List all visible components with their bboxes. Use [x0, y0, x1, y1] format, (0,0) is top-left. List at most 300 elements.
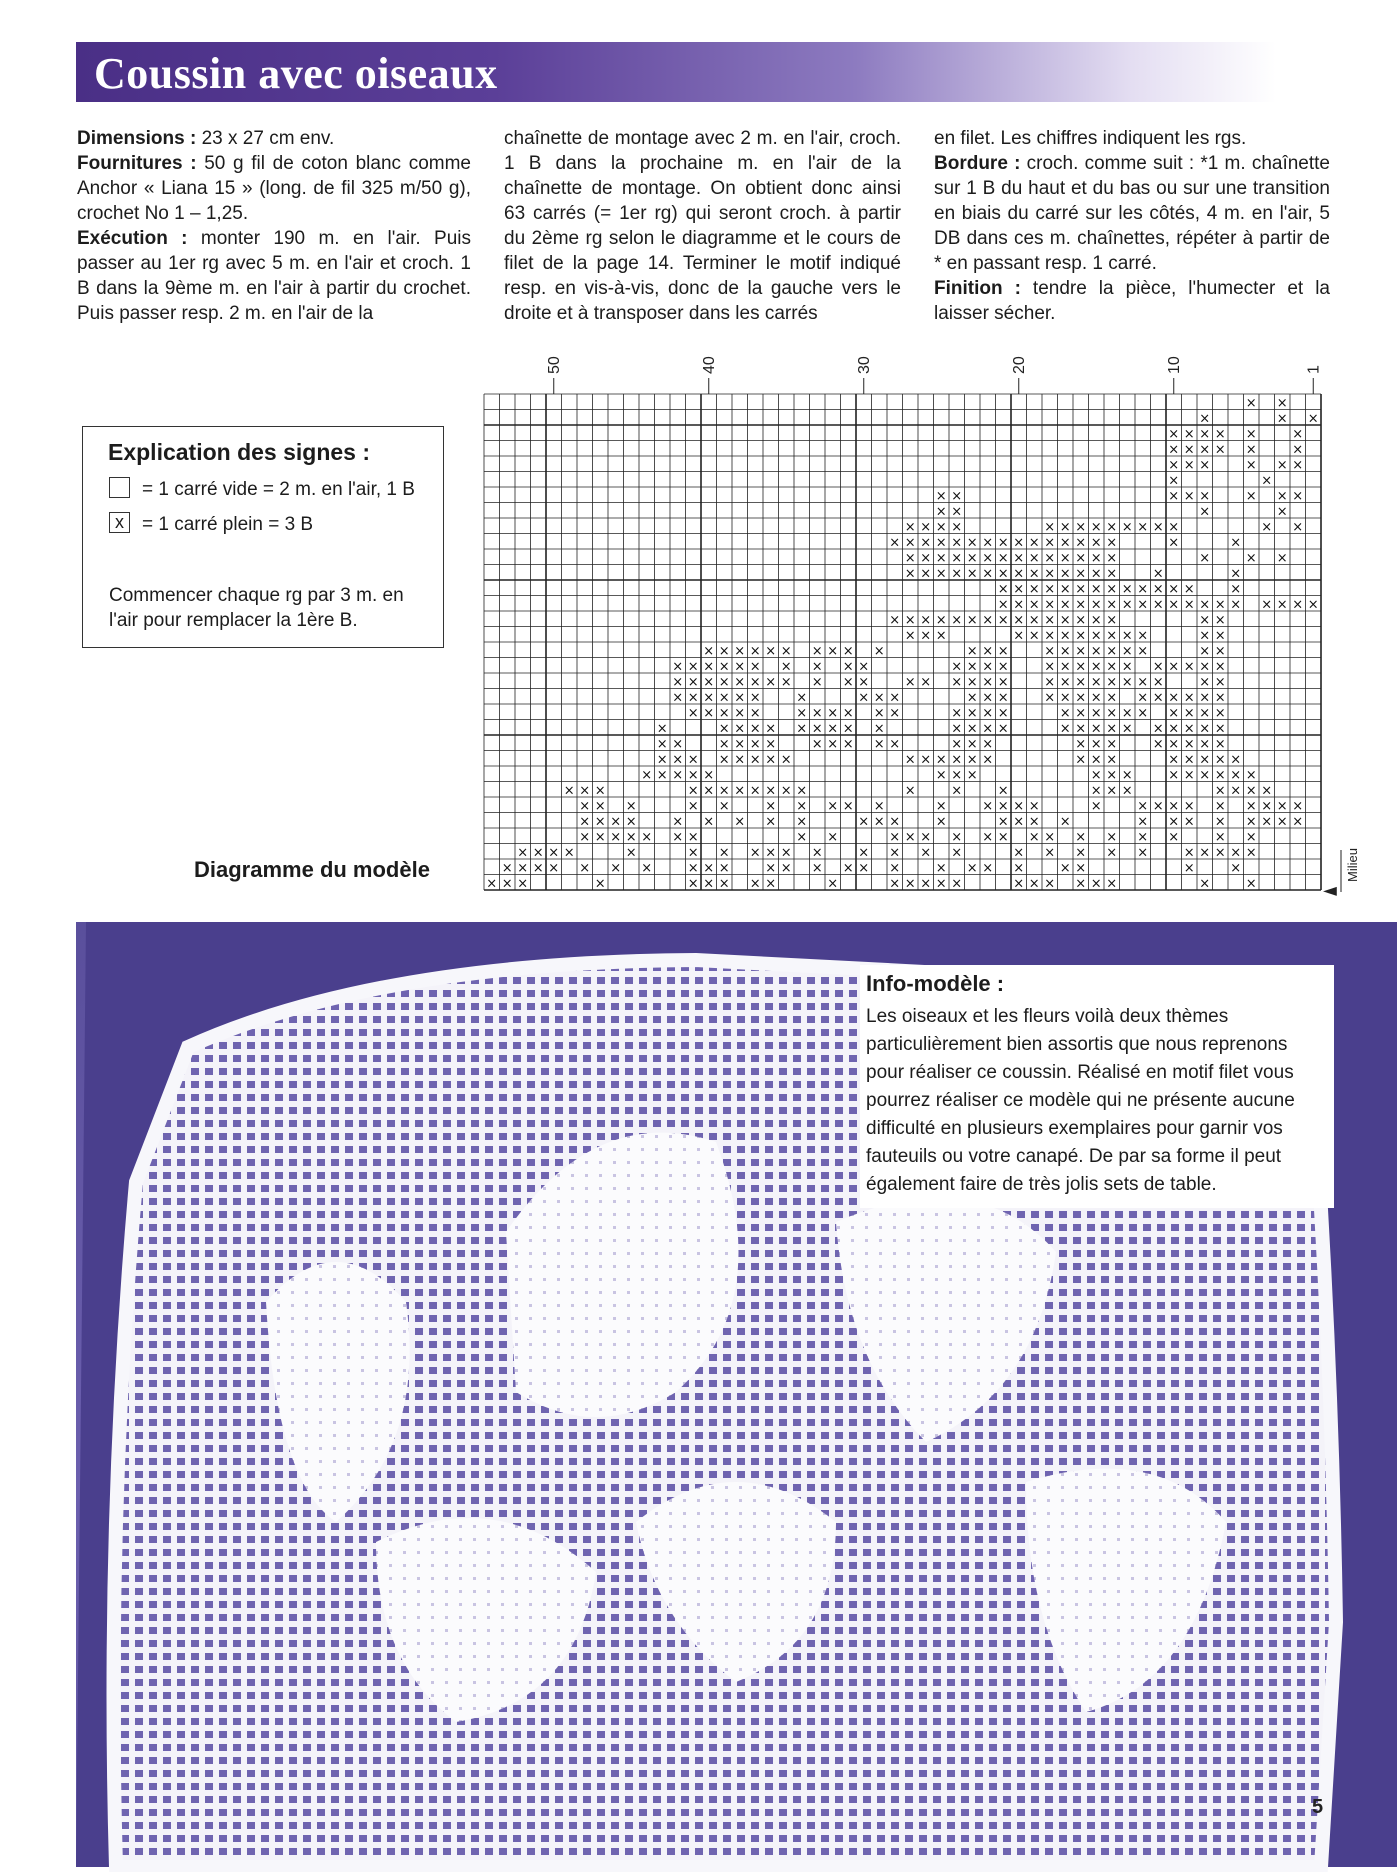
filled-cell-mark: × [1276, 597, 1288, 613]
filled-cell-mark: × [1059, 674, 1071, 690]
column-tick-label: 40 [700, 356, 718, 374]
filled-cell-mark: × [1214, 767, 1226, 783]
filled-cell-mark: × [1261, 597, 1273, 613]
filled-cell-mark: × [920, 876, 932, 892]
instruction-text: en filet. Les chiffres indiquent les rgs. [934, 128, 1247, 149]
filled-cell-mark: × [1152, 581, 1164, 597]
filled-cell-mark: × [997, 550, 1009, 566]
filled-cell-mark: × [827, 736, 839, 752]
filled-cell-mark: × [904, 628, 916, 644]
filled-cell-mark: × [656, 721, 668, 737]
filled-cell-mark: × [1276, 395, 1288, 411]
filled-cell-mark: × [1214, 674, 1226, 690]
filled-cell-mark: × [1106, 612, 1118, 628]
filled-cell-mark: × [532, 845, 544, 861]
filled-cell-mark: × [1106, 690, 1118, 706]
filled-cell-mark: × [1121, 659, 1133, 675]
filled-cell-mark: × [1152, 597, 1164, 613]
filled-cell-mark: × [1276, 814, 1288, 830]
instruction-paragraph [934, 276, 1330, 326]
filled-cell-mark: × [1137, 814, 1149, 830]
filled-cell-mark: × [1106, 705, 1118, 721]
filled-cell-mark: × [1230, 581, 1242, 597]
filled-cell-mark: × [501, 876, 513, 892]
filled-cell-mark: × [1214, 752, 1226, 768]
filled-cell-mark: × [1044, 519, 1056, 535]
filled-cell-mark: × [1168, 659, 1180, 675]
filled-cell-mark: × [1183, 597, 1195, 613]
column-tick-label: 10 [1165, 356, 1183, 374]
filled-cell-mark: × [734, 674, 746, 690]
filled-cell-mark: × [904, 752, 916, 768]
filled-cell-mark: × [1292, 426, 1304, 442]
instruction-text: croch. comme suit : *1 m. chaînette sur 1 B du haut et du bas ou sur une transition en biais du carré sur les côtés, 4 m. en l'air, 5 DB dans ces m. chaînettes, répéter à partir de * en passant resp. 1 carré. [934, 153, 1330, 274]
filled-cell-mark: × [749, 736, 761, 752]
filled-cell-mark: × [997, 597, 1009, 613]
filled-cell-mark: × [1292, 488, 1304, 504]
filled-cell-mark: × [734, 783, 746, 799]
filled-cell-mark: × [687, 752, 699, 768]
filled-cell-mark: × [889, 535, 901, 551]
filled-cell-mark: × [842, 659, 854, 675]
filled-cell-mark: × [749, 845, 761, 861]
filled-cell-mark: × [1106, 767, 1118, 783]
filled-cell-mark: × [1230, 860, 1242, 876]
filled-cell-mark: × [1230, 845, 1242, 861]
filled-cell-mark: × [935, 876, 947, 892]
filled-cell-mark: × [1044, 845, 1056, 861]
filled-cell-mark: × [920, 550, 932, 566]
filled-cell-mark: × [1090, 581, 1102, 597]
filled-cell-mark: × [997, 829, 1009, 845]
filled-cell-mark: × [1121, 643, 1133, 659]
filled-cell-mark: × [982, 860, 994, 876]
filled-cell-mark: × [1028, 581, 1040, 597]
filled-cell-mark: × [1276, 504, 1288, 520]
filled-cell-mark: × [703, 643, 715, 659]
filled-cell-mark: × [1059, 566, 1071, 582]
filled-cell-mark: × [951, 519, 963, 535]
filled-cell-mark: × [1276, 550, 1288, 566]
filled-cell-mark: × [1245, 798, 1257, 814]
title-banner [76, 42, 1276, 102]
filled-cell-mark: × [1059, 705, 1071, 721]
filled-cell-mark: × [749, 674, 761, 690]
filled-cell-mark: × [672, 674, 684, 690]
filled-cell-mark: × [1245, 488, 1257, 504]
filled-cell-mark: × [1075, 752, 1087, 768]
filled-cell-mark: × [1214, 628, 1226, 644]
filled-cell-mark: × [749, 659, 761, 675]
filled-cell-mark: × [997, 535, 1009, 551]
filled-cell-mark: × [1183, 581, 1195, 597]
filled-cell-mark: × [718, 705, 730, 721]
filled-cell-mark: × [1090, 690, 1102, 706]
instruction-paragraph [934, 126, 1330, 151]
filled-cell-mark: × [1090, 674, 1102, 690]
filled-cell-mark: × [1214, 597, 1226, 613]
filled-cell-mark: × [1261, 783, 1273, 799]
filled-cell-mark: × [873, 705, 885, 721]
filled-cell-mark: × [1183, 659, 1195, 675]
legend-empty-text: = 1 carré vide = 2 m. en l'air, 1 B [142, 479, 415, 500]
filled-cell-mark: × [1059, 659, 1071, 675]
filled-cell-mark: × [873, 721, 885, 737]
filled-cell-mark: × [904, 783, 916, 799]
filled-cell-mark: × [780, 783, 792, 799]
filled-cell-mark: × [951, 566, 963, 582]
filled-cell-mark: × [1199, 442, 1211, 458]
filled-cell-mark: × [1137, 581, 1149, 597]
filled-cell-mark: × [1199, 550, 1211, 566]
filled-cell-mark: × [1044, 674, 1056, 690]
filled-cell-mark: × [1168, 473, 1180, 489]
page-title: Coussin avec oiseaux [94, 49, 498, 98]
filled-cell-mark: × [982, 659, 994, 675]
filled-cell-mark: × [796, 721, 808, 737]
filled-cell-mark: × [1183, 767, 1195, 783]
filled-cell-mark: × [1230, 566, 1242, 582]
filled-cell-mark: × [703, 767, 715, 783]
filled-cell-mark: × [517, 845, 529, 861]
filled-cell-mark: × [997, 674, 1009, 690]
filled-cell-mark: × [997, 612, 1009, 628]
filled-cell-mark: × [1121, 767, 1133, 783]
filled-cell-mark: × [1152, 566, 1164, 582]
filled-cell-mark: × [563, 783, 575, 799]
filled-cell-mark: × [1245, 845, 1257, 861]
filled-cell-mark: × [1090, 783, 1102, 799]
filled-cell-mark: × [734, 643, 746, 659]
filled-cell-mark: × [1183, 457, 1195, 473]
filled-cell-mark: × [1090, 767, 1102, 783]
filled-cell-mark: × [734, 721, 746, 737]
filled-cell-mark: × [1106, 736, 1118, 752]
filled-cell-mark: × [966, 860, 978, 876]
filled-cell-mark: × [1168, 705, 1180, 721]
filled-cell-mark: × [982, 690, 994, 706]
filled-cell-mark: × [935, 628, 947, 644]
filled-cell-mark: × [1090, 798, 1102, 814]
filled-cell-mark: × [672, 659, 684, 675]
info-box [860, 965, 1334, 1208]
filled-cell-mark: × [765, 798, 777, 814]
filled-cell-mark: × [1152, 736, 1164, 752]
filled-cell-mark: × [858, 814, 870, 830]
filled-cell-mark: × [966, 752, 978, 768]
legend-note: Commencer chaque rg par 3 m. en l'air pour remplacer la 1ère B. [109, 585, 404, 631]
filled-cell-mark: × [1106, 550, 1118, 566]
filled-cell-mark: × [1245, 457, 1257, 473]
filled-cell-mark: × [610, 860, 622, 876]
filled-cell-mark: × [765, 783, 777, 799]
filled-cell-mark: × [951, 612, 963, 628]
filled-cell-mark: × [703, 674, 715, 690]
filled-cell-mark: × [1152, 674, 1164, 690]
filled-cell-mark: × [687, 659, 699, 675]
filled-cell-mark: × [1044, 566, 1056, 582]
column-tick-label: 30 [855, 356, 873, 374]
filled-cell-mark: × [1168, 535, 1180, 551]
filled-cell-mark: × [1137, 690, 1149, 706]
filled-cell-mark: × [920, 674, 932, 690]
filled-cell-mark: × [966, 690, 978, 706]
filled-cell-mark: × [1121, 581, 1133, 597]
info-text: Les oiseaux et les fleurs voilà deux thèmes particulièrement bien assortis que nous reprenons pour réaliser ce coussin. Réalisé en motif filet vous pourrez réaliser ce modèle qui ne présente aucune difficulté en plusieurs exemplaires pour garnir vos fauteuils ou votre canapé. De par sa forme il peut également faire de très jolis sets de table. [866, 1006, 1295, 1195]
filled-cell-mark: × [889, 814, 901, 830]
filled-cell-mark: × [579, 814, 591, 830]
filled-cell-mark: × [966, 535, 978, 551]
filled-cell-mark: × [920, 845, 932, 861]
filled-cell-mark: × [594, 876, 606, 892]
filled-cell-mark: × [997, 814, 1009, 830]
filled-cell-mark: × [904, 535, 916, 551]
filled-cell-mark: × [1230, 597, 1242, 613]
filled-cell-mark: × [827, 705, 839, 721]
filled-cell-mark: × [997, 566, 1009, 582]
filled-cell-mark: × [1199, 504, 1211, 520]
filled-cell-mark: × [1168, 752, 1180, 768]
filled-cell-mark: × [1245, 395, 1257, 411]
info-title: Info-modèle : [866, 971, 1005, 996]
filled-cell-mark: × [1121, 783, 1133, 799]
filled-cell-mark: × [579, 829, 591, 845]
filled-cell-mark: × [873, 690, 885, 706]
filled-cell-mark: × [1214, 705, 1226, 721]
filled-cell-mark: × [1168, 442, 1180, 458]
filled-cell-mark: × [997, 581, 1009, 597]
filled-cell-mark: × [1028, 829, 1040, 845]
filled-cell-mark: × [827, 876, 839, 892]
filled-cell-mark: × [966, 659, 978, 675]
filled-cell-mark: × [951, 783, 963, 799]
filled-cell-mark: × [1090, 566, 1102, 582]
instruction-label: Bordure : [934, 153, 1021, 174]
filled-cell-mark: × [1199, 612, 1211, 628]
instruction-paragraph [934, 151, 1330, 276]
filled-cell-mark: × [765, 845, 777, 861]
filled-cell-mark: × [641, 767, 653, 783]
filled-cell-mark: × [1106, 581, 1118, 597]
filled-cell-mark: × [935, 814, 947, 830]
filled-cell-mark: × [920, 535, 932, 551]
filled-cell-mark: × [765, 674, 777, 690]
filled-cell-mark: × [1013, 814, 1025, 830]
filled-cell-mark: × [1168, 457, 1180, 473]
filled-cell-mark: × [1075, 612, 1087, 628]
filled-cell-mark: × [904, 519, 916, 535]
filled-cell-mark: × [1044, 597, 1056, 613]
filled-cell-mark: × [625, 798, 637, 814]
filled-cell-mark: × [765, 721, 777, 737]
filled-cell-mark: × [951, 535, 963, 551]
filled-cell-mark: × [703, 860, 715, 876]
filled-cell-mark: × [532, 860, 544, 876]
filled-cell-mark: × [982, 705, 994, 721]
filled-cell-mark: × [951, 659, 963, 675]
filled-cell-mark: × [1075, 581, 1087, 597]
filled-cell-mark: × [1028, 597, 1040, 613]
filled-cell-mark: × [1013, 566, 1025, 582]
filled-cell-mark: × [1090, 705, 1102, 721]
filled-cell-mark: × [997, 690, 1009, 706]
filled-cell-mark: × [1230, 752, 1242, 768]
filled-cell-mark: × [780, 845, 792, 861]
filled-cell-mark: × [703, 783, 715, 799]
filled-cell-mark: × [1028, 566, 1040, 582]
filled-cell-mark: × [1075, 550, 1087, 566]
filled-cell-mark: × [765, 860, 777, 876]
filled-cell-mark: × [1044, 581, 1056, 597]
filled-cell-mark: × [1028, 876, 1040, 892]
filled-cell-mark: × [904, 829, 916, 845]
filled-cell-mark: × [1090, 628, 1102, 644]
filled-cell-mark: × [672, 814, 684, 830]
filled-cell-mark: × [780, 643, 792, 659]
filled-cell-mark: × [1261, 473, 1273, 489]
filled-cell-mark: × [889, 829, 901, 845]
filled-cell-mark: × [703, 814, 715, 830]
filled-cell-mark: × [1276, 798, 1288, 814]
filled-cell-mark: × [1214, 643, 1226, 659]
filled-cell-mark: × [966, 705, 978, 721]
filled-cell-mark: × [951, 829, 963, 845]
filled-cell-mark: × [718, 876, 730, 892]
filled-cell-mark: × [811, 643, 823, 659]
filled-cell-mark: × [858, 659, 870, 675]
filled-cell-mark: × [610, 814, 622, 830]
filled-cell-mark: × [1152, 798, 1164, 814]
filled-cell-mark: × [1059, 519, 1071, 535]
filled-cell-mark: × [966, 767, 978, 783]
filled-cell-mark: × [1059, 643, 1071, 659]
filled-cell-mark: × [1137, 628, 1149, 644]
filled-cell-mark: × [765, 814, 777, 830]
crochet-diagram [470, 340, 1360, 901]
filled-cell-mark: × [1276, 457, 1288, 473]
filled-cell-mark: × [1028, 628, 1040, 644]
filled-cell-mark: × [1059, 860, 1071, 876]
filled-cell-mark: × [1075, 535, 1087, 551]
filled-cell-mark: × [718, 736, 730, 752]
filled-cell-mark: × [718, 659, 730, 675]
filled-cell-mark: × [1199, 411, 1211, 427]
filled-cell-mark: × [1059, 721, 1071, 737]
filled-cell-mark: × [811, 845, 823, 861]
instruction-paragraph [77, 226, 471, 326]
filled-cell-mark: × [1137, 597, 1149, 613]
filled-cell-mark: × [951, 550, 963, 566]
filled-cell-mark: × [1214, 426, 1226, 442]
legend-title: Explication des signes : [108, 439, 371, 465]
filled-cell-mark: × [718, 783, 730, 799]
filled-cell-mark: × [1106, 659, 1118, 675]
filled-cell-mark: × [1199, 457, 1211, 473]
filled-cell-mark: × [982, 566, 994, 582]
filled-cell-mark: × [1245, 783, 1257, 799]
filled-cell-mark: × [1137, 705, 1149, 721]
filled-cell-mark: × [796, 690, 808, 706]
filled-cell-mark: × [920, 612, 932, 628]
filled-cell-mark: × [765, 736, 777, 752]
legend-empty-row [109, 479, 415, 501]
filled-cell-mark: × [517, 860, 529, 876]
filled-cell-mark: × [951, 488, 963, 504]
filled-cell-mark: × [873, 736, 885, 752]
filled-cell-mark: × [656, 736, 668, 752]
filled-cell-mark: × [1013, 876, 1025, 892]
filled-cell-mark: × [1106, 535, 1118, 551]
filled-cell-mark: × [796, 814, 808, 830]
filled-cell-mark: × [687, 798, 699, 814]
filled-cell-mark: × [920, 829, 932, 845]
filled-cell-mark: × [1199, 767, 1211, 783]
filled-cell-mark: × [1137, 643, 1149, 659]
filled-cell-mark: × [1261, 519, 1273, 535]
filled-cell-mark: × [827, 643, 839, 659]
filled-cell-mark: × [1214, 829, 1226, 845]
filled-cell-mark: × [1075, 705, 1087, 721]
filled-cell-mark: × [889, 690, 901, 706]
filled-cell-mark: × [1183, 442, 1195, 458]
filled-cell-mark: × [1090, 752, 1102, 768]
filled-cell-mark: × [1292, 798, 1304, 814]
filled-cell-mark: × [718, 674, 730, 690]
filled-cell-mark: × [1090, 612, 1102, 628]
filled-cell-mark: × [982, 643, 994, 659]
filled-cell-mark: × [935, 752, 947, 768]
filled-cell-mark: × [827, 798, 839, 814]
filled-cell-mark: × [889, 845, 901, 861]
filled-cell-mark: × [796, 783, 808, 799]
filled-cell-mark: × [796, 705, 808, 721]
filled-cell-mark: × [1199, 659, 1211, 675]
filled-cell-mark: × [749, 721, 761, 737]
filled-cell-mark: × [935, 798, 947, 814]
filled-cell-mark: × [594, 814, 606, 830]
filled-cell-mark: × [672, 829, 684, 845]
filled-cell-mark: × [811, 860, 823, 876]
filled-cell-mark: × [1152, 721, 1164, 737]
filled-cell-mark: × [1214, 442, 1226, 458]
filled-cell-mark: × [1307, 597, 1319, 613]
filled-cell-mark: × [1106, 519, 1118, 535]
filled-cell-mark: × [1168, 767, 1180, 783]
filled-cell-mark: × [904, 876, 916, 892]
filled-cell-mark: × [1059, 612, 1071, 628]
filled-cell-mark: × [1044, 550, 1056, 566]
filled-cell-mark: × [920, 566, 932, 582]
filled-cell-mark: × [1044, 829, 1056, 845]
filled-cell-mark: × [780, 860, 792, 876]
filled-cell-mark: × [1168, 581, 1180, 597]
filled-cell-mark: × [842, 674, 854, 690]
filled-cell-mark: × [889, 736, 901, 752]
filled-cell-mark: × [1090, 659, 1102, 675]
filled-cell-mark: × [1183, 752, 1195, 768]
filled-cell-mark: × [1059, 550, 1071, 566]
filled-cell-mark: × [1137, 845, 1149, 861]
column-tick-label: 1 [1305, 365, 1323, 374]
column-tick-label: 20 [1010, 356, 1028, 374]
filled-cell-mark: × [718, 845, 730, 861]
filled-cell-mark: × [966, 643, 978, 659]
filled-cell-mark: × [1137, 829, 1149, 845]
filled-cell-mark: × [842, 705, 854, 721]
filled-cell-mark: × [1183, 860, 1195, 876]
filled-cell-mark: × [1059, 628, 1071, 644]
filled-cell-mark: × [1307, 411, 1319, 427]
